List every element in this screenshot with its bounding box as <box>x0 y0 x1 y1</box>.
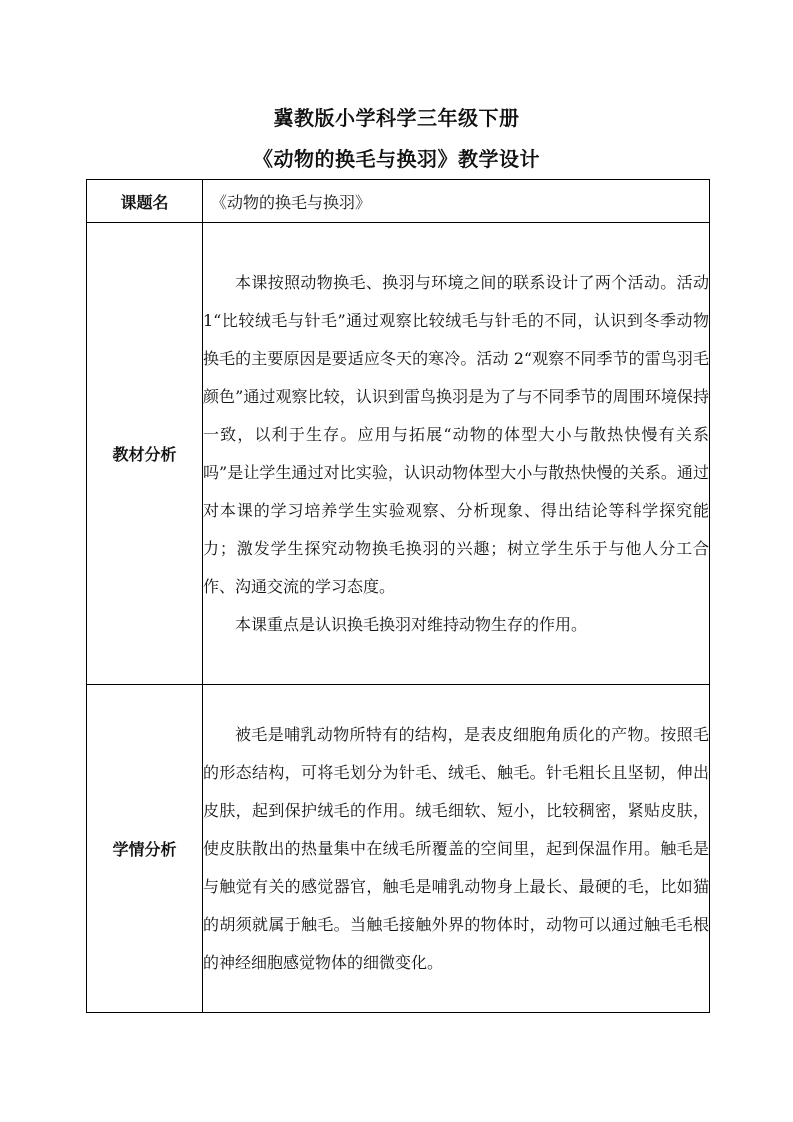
material-analysis-paragraph-1: 本课按照动物换毛、换羽与环境之间的联系设计了两个活动。活动 1“比较绒毛与针毛”通过观察比较绒毛与针毛的不同，认识到冬季动物换毛的主要原因是要适应冬天的寒冷。活动 2“观察不同季节的雷鸟羽毛颜色”通过观察比较，认识到雷鸟换羽是为了与不同季节的周围环境保持一致，以利于生存。应用与拓展“动物的体型大小与散热快慢有关系吗”是让学生通过对比实验，认识动物体型大小与散热快慢的关系。通过对本课的学习培养学生实验观察、分析现象、得出结论等科学探究能力；激发学生探究动物换毛换羽的兴趣；树立学生乐于与他人分工合作、沟通交流的学习态度。 <box>203 273 709 596</box>
topic-value: 《动物的换毛与换羽》 <box>203 180 710 223</box>
document-title: 冀教版小学科学三年级下册 <box>273 106 520 130</box>
material-analysis-label: 教材分析 <box>87 223 203 685</box>
lesson-design-table <box>86 179 710 1013</box>
student-analysis-label: 学情分析 <box>87 685 203 1013</box>
material-analysis-paragraph-2: 本课重点是认识换毛换羽对维持动物生存的作用。 <box>235 615 588 634</box>
table-row-topic <box>87 180 710 223</box>
document-subtitle: 《动物的换毛与换羽》教学设计 <box>253 147 540 171</box>
table-row-student-analysis <box>87 685 710 1013</box>
student-analysis-content <box>203 685 710 1013</box>
material-analysis-content <box>203 223 710 685</box>
topic-label: 课题名 <box>87 180 203 223</box>
student-analysis-paragraph-1: 被毛是哺乳动物所特有的结构，是表皮细胞角质化的产物。按照毛的形态结构，可将毛划分为针毛、绒毛、触毛。针毛粗长且坚韧，伸出皮肤，起到保护绒毛的作用。绒毛细软、短小，比较稠密，紧贴皮肤，使皮肤散出的热量集中在绒毛所覆盖的空间里，起到保温作用。触毛是与触觉有关的感觉器官，触毛是哺乳动物身上最长、最硬的毛，比如猫的胡须就属于触毛。当触毛接触外界的物体时，动物可以通过触毛毛根的神经细胞感觉物体的细微变化。 <box>203 725 709 972</box>
table-row-material-analysis <box>87 223 710 685</box>
